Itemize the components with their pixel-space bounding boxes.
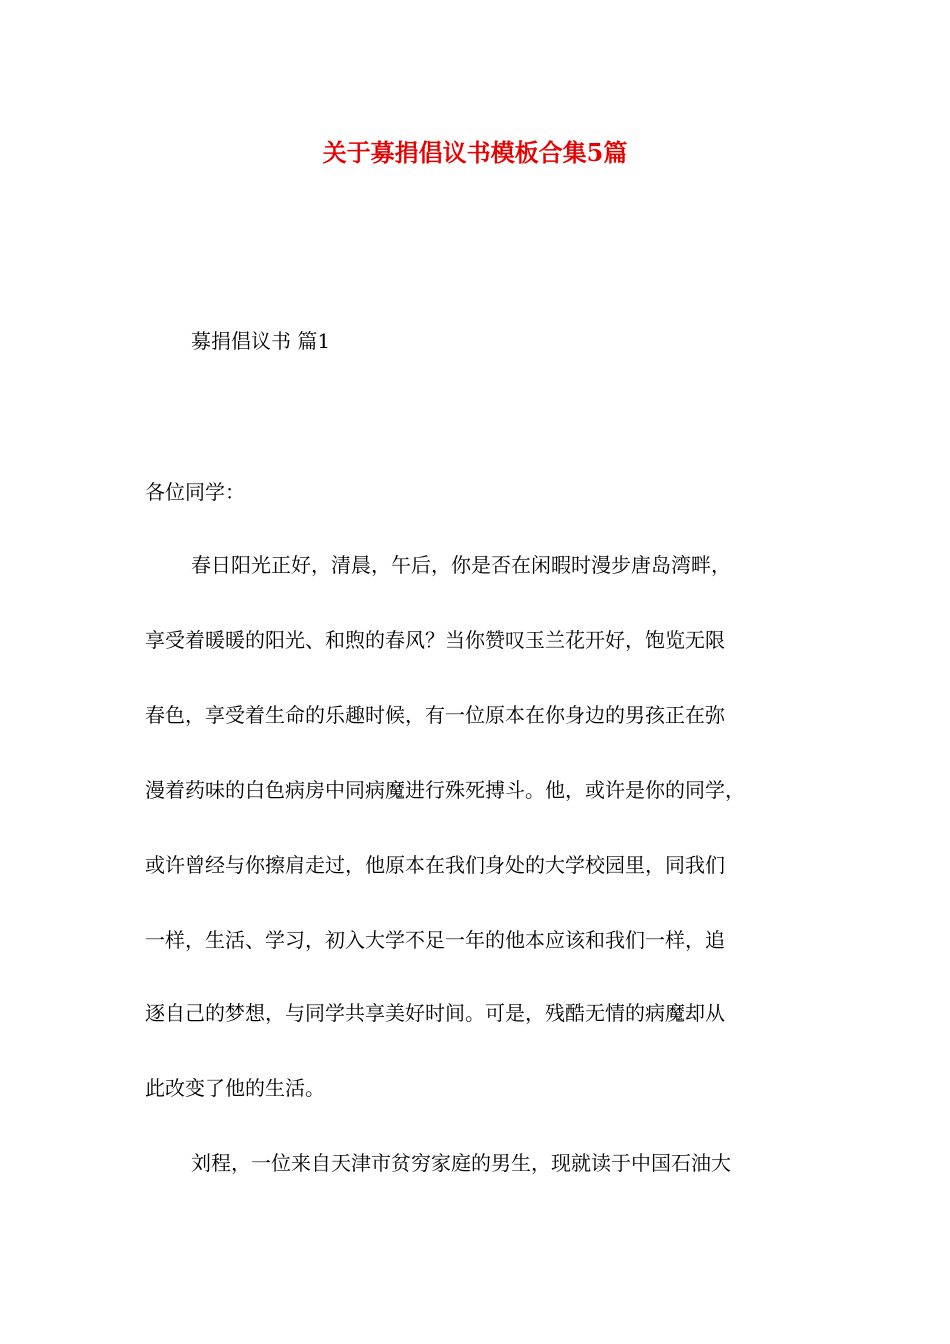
paragraph-line: 逐自己的梦想，与同学共享美好时间。可是，残酷无情的病魔却从	[145, 1001, 725, 1025]
paragraph-line: 春日阳光正好，清晨，午后，你是否在闲暇时漫步唐岛湾畔，	[191, 553, 731, 577]
paragraph-line: 漫着药味的白色病房中同病魔进行殊死搏斗。他，或许是你的同学，	[145, 778, 745, 802]
document-title: 关于募捐倡议书模板合集5篇	[322, 138, 628, 167]
paragraph-line: 此改变了他的生活。	[145, 1076, 325, 1100]
paragraph-line: 或许曾经与你擦肩走过，他原本在我们身处的大学校园里，同我们	[145, 853, 725, 877]
section-heading: 募捐倡议书 篇1	[191, 329, 331, 353]
salutation: 各位同学：	[145, 480, 245, 504]
paragraph-line: 享受着暖暖的阳光、和煦的春风？当你赞叹玉兰花开好，饱览无限	[145, 628, 725, 652]
paragraph-line: 一样，生活、学习，初入大学不足一年的他本应该和我们一样，追	[145, 928, 725, 952]
paragraph-line: 春色，享受着生命的乐趣时候，有一位原本在你身边的男孩正在弥	[145, 703, 725, 727]
paragraph-line: 刘程，一位来自天津市贫穷家庭的男生，现就读于中国石油大	[191, 1151, 731, 1175]
